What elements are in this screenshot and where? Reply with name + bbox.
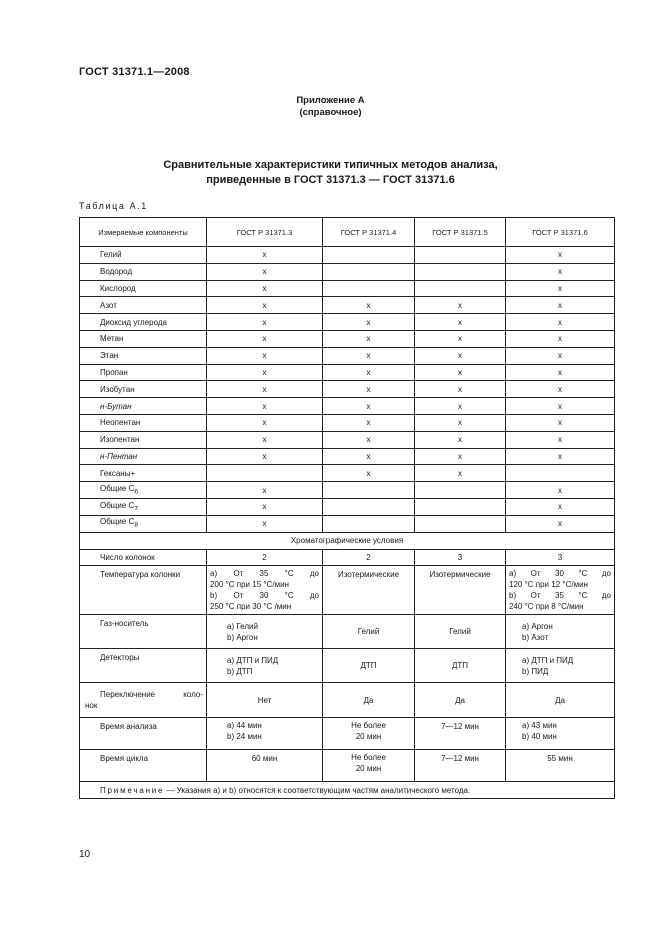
cell-line: b) 40 мин bbox=[522, 732, 557, 742]
cell: 2 bbox=[323, 549, 415, 566]
cell-line: нок bbox=[85, 701, 98, 711]
cell: x bbox=[323, 414, 415, 431]
cell bbox=[207, 718, 323, 750]
condition-label: Детекторы bbox=[80, 649, 207, 683]
cell bbox=[207, 465, 323, 482]
condition-label: Время анализа bbox=[80, 718, 207, 750]
section-row bbox=[80, 532, 615, 549]
cell: ДТП bbox=[323, 649, 415, 683]
cell-line: b) От 30 °С до bbox=[210, 591, 319, 601]
cell bbox=[323, 482, 415, 499]
cell bbox=[323, 515, 415, 532]
cell: ДТП bbox=[415, 649, 506, 683]
column-header: ГОСТ Р 31371.5 bbox=[415, 218, 506, 247]
cell-line: Не более bbox=[351, 721, 386, 731]
component-name: Этан bbox=[80, 347, 207, 364]
cell: x bbox=[506, 431, 615, 448]
cell bbox=[415, 515, 506, 532]
column-header: Измеряемые компоненты bbox=[80, 218, 207, 247]
main-title-line2: приведенные в ГОСТ 31371.3 — ГОСТ 31371.6 bbox=[206, 174, 455, 186]
table-row bbox=[80, 297, 615, 314]
cell bbox=[415, 498, 506, 515]
cell: Гелий bbox=[323, 615, 415, 649]
cell: x bbox=[506, 381, 615, 398]
cell: x bbox=[506, 263, 615, 280]
cell-line: 200 °С при 15 °С/мин bbox=[210, 580, 289, 590]
table-row bbox=[80, 347, 615, 364]
table-label: Таблица А.1 bbox=[79, 201, 148, 211]
cell: x bbox=[323, 381, 415, 398]
cell: 3 bbox=[506, 549, 615, 566]
cell-line: a) Гелий bbox=[227, 621, 258, 631]
cell: x bbox=[415, 347, 506, 364]
main-title bbox=[0, 158, 661, 188]
component-name: Водород bbox=[80, 263, 207, 280]
cell bbox=[415, 482, 506, 499]
table-row bbox=[80, 448, 615, 465]
table-row bbox=[80, 718, 615, 750]
cell: x bbox=[207, 280, 323, 297]
table-row bbox=[80, 247, 615, 264]
cell: x bbox=[506, 314, 615, 331]
condition-label: Температура колонки bbox=[80, 566, 207, 615]
cell: x bbox=[207, 398, 323, 415]
table-row bbox=[80, 414, 615, 431]
cell-line: b) Азот bbox=[522, 632, 549, 642]
table-row bbox=[80, 615, 615, 649]
cell: 7—12 мин bbox=[415, 750, 506, 782]
cell-line: b) ПИД bbox=[522, 666, 549, 676]
cell: x bbox=[415, 465, 506, 482]
component-name: Гексаны+ bbox=[80, 465, 207, 482]
table-row bbox=[80, 431, 615, 448]
cell: x bbox=[415, 398, 506, 415]
cell: x bbox=[207, 263, 323, 280]
cell bbox=[506, 465, 615, 482]
cell: x bbox=[415, 414, 506, 431]
annex-subtitle: (справочное) bbox=[299, 107, 362, 118]
main-title-line1: Сравнительные характеристики типичных методов анализа, bbox=[163, 159, 498, 171]
component-name: Метан bbox=[80, 330, 207, 347]
cell: x bbox=[207, 297, 323, 314]
table-row bbox=[80, 566, 615, 615]
component-name: Неопентан bbox=[80, 414, 207, 431]
component-name bbox=[80, 498, 207, 515]
cell bbox=[323, 718, 415, 750]
cell: x bbox=[415, 314, 506, 331]
table-row bbox=[80, 263, 615, 280]
cell: x bbox=[207, 364, 323, 381]
cell: x bbox=[207, 414, 323, 431]
component-name: Пропан bbox=[80, 364, 207, 381]
table-row bbox=[80, 515, 615, 532]
cell: x bbox=[323, 347, 415, 364]
subscript: 7 bbox=[134, 505, 139, 513]
column-header: ГОСТ Р 31371.3 bbox=[207, 218, 323, 247]
component-name-text: Общие C bbox=[100, 517, 135, 527]
cell bbox=[506, 566, 615, 615]
cell: Да bbox=[323, 683, 415, 718]
component-name-italic: н-Пентан bbox=[100, 451, 138, 461]
cell-line: a) От 30 °С до bbox=[509, 569, 611, 579]
cell-line: a) От 35 °С до bbox=[210, 569, 319, 579]
component-name bbox=[80, 482, 207, 499]
cell: Изотермические bbox=[323, 566, 415, 615]
cell: x bbox=[415, 364, 506, 381]
column-header: ГОСТ Р 31371.6 bbox=[506, 218, 615, 247]
component-name-text: Общие C bbox=[100, 500, 135, 510]
table-row bbox=[80, 498, 615, 515]
cell: 2 bbox=[207, 549, 323, 566]
cell bbox=[323, 750, 415, 782]
table-row bbox=[80, 364, 615, 381]
table-row bbox=[80, 549, 615, 566]
cell bbox=[207, 615, 323, 649]
subscript: 8 bbox=[134, 521, 139, 529]
component-name: Азот bbox=[80, 297, 207, 314]
condition-label: Число колонок bbox=[80, 549, 207, 566]
cell: Гелий bbox=[415, 615, 506, 649]
cell: x bbox=[207, 381, 323, 398]
comparison-table bbox=[79, 217, 615, 799]
cell: x bbox=[207, 482, 323, 499]
annex-heading bbox=[0, 95, 661, 119]
cell-line: 120 °С при 12 °С/мин bbox=[509, 580, 588, 590]
cell: x bbox=[323, 364, 415, 381]
cell: x bbox=[506, 498, 615, 515]
cell: x bbox=[506, 398, 615, 415]
cell: Нет bbox=[207, 683, 323, 718]
table-row bbox=[80, 465, 615, 482]
table-row bbox=[80, 398, 615, 415]
cell-line: b) Аргон bbox=[227, 632, 258, 642]
component-name: Диоксид углерода bbox=[80, 314, 207, 331]
cell: x bbox=[415, 381, 506, 398]
cell: x bbox=[207, 247, 323, 264]
page-number: 10 bbox=[79, 849, 91, 860]
cell-line: 20 мин bbox=[355, 732, 382, 742]
component-name: Изобутан bbox=[80, 381, 207, 398]
cell-line: b) От 35 °С до bbox=[509, 591, 611, 601]
cell-line: Переключение коло- bbox=[100, 690, 203, 700]
component-name: Кислород bbox=[80, 280, 207, 297]
cell-line: a) 44 мин bbox=[227, 721, 262, 731]
cell-line: b) ДТП bbox=[227, 666, 253, 676]
cell: x bbox=[506, 482, 615, 499]
table-row bbox=[80, 381, 615, 398]
cell: x bbox=[323, 297, 415, 314]
cell bbox=[323, 498, 415, 515]
subscript: 6 bbox=[134, 488, 139, 496]
cell bbox=[506, 615, 615, 649]
table-header-row bbox=[80, 218, 615, 247]
column-header: ГОСТ Р 31371.4 bbox=[323, 218, 415, 247]
cell bbox=[415, 247, 506, 264]
condition-label: Газ-носитель bbox=[80, 615, 207, 649]
cell: x bbox=[415, 297, 506, 314]
cell bbox=[506, 649, 615, 683]
component-name-italic: н-Бутан bbox=[100, 401, 132, 411]
cell: x bbox=[207, 347, 323, 364]
cell: Да bbox=[506, 683, 615, 718]
cell: x bbox=[207, 515, 323, 532]
cell bbox=[323, 247, 415, 264]
component-name bbox=[80, 515, 207, 532]
note-text: — Указания a) и b) относятся к соответствующим частям аналитического метода. bbox=[164, 785, 471, 795]
table-row bbox=[80, 314, 615, 331]
component-name-text: Общие C bbox=[100, 483, 135, 493]
cell bbox=[506, 718, 615, 750]
cell: x bbox=[323, 448, 415, 465]
cell: x bbox=[506, 448, 615, 465]
cell bbox=[323, 263, 415, 280]
cell: x bbox=[415, 431, 506, 448]
table-row bbox=[80, 683, 615, 718]
cell: x bbox=[506, 515, 615, 532]
section-title: Хроматографические условия bbox=[80, 532, 615, 549]
cell: x bbox=[506, 347, 615, 364]
cell bbox=[207, 649, 323, 683]
document-code: ГОСТ 31371.1—2008 bbox=[79, 66, 190, 78]
cell-line: 250 °С при 30 °С /мин bbox=[210, 602, 292, 612]
cell: x bbox=[323, 431, 415, 448]
cell-line: b) 24 мин bbox=[227, 732, 262, 742]
cell-line: a) Аргон bbox=[522, 621, 553, 631]
cell: Изотермические bbox=[415, 566, 506, 615]
cell-line: 240 °С при 8 °С/мин bbox=[509, 602, 584, 612]
table-row bbox=[80, 649, 615, 683]
cell bbox=[415, 263, 506, 280]
cell: Да bbox=[415, 683, 506, 718]
table-row bbox=[80, 482, 615, 499]
component-name bbox=[80, 448, 207, 465]
condition-label bbox=[80, 683, 207, 718]
cell: x bbox=[207, 431, 323, 448]
cell-line: a) ДТП и ПИД bbox=[522, 655, 574, 665]
cell: x bbox=[323, 398, 415, 415]
cell: x bbox=[323, 465, 415, 482]
cell: 55 мин bbox=[506, 750, 615, 782]
cell: x bbox=[415, 448, 506, 465]
cell: x bbox=[323, 314, 415, 331]
cell: x bbox=[207, 314, 323, 331]
component-name: Гелий bbox=[80, 247, 207, 264]
table-row bbox=[80, 280, 615, 297]
cell: x bbox=[506, 280, 615, 297]
cell: x bbox=[207, 498, 323, 515]
note-prefix: Примечание bbox=[100, 785, 165, 795]
note-row bbox=[80, 782, 615, 799]
table-row bbox=[80, 330, 615, 347]
table-note bbox=[80, 782, 615, 799]
cell bbox=[323, 280, 415, 297]
cell bbox=[207, 566, 323, 615]
cell-line: a) 43 мин bbox=[522, 721, 557, 731]
cell: x bbox=[506, 297, 615, 314]
cell: x bbox=[207, 330, 323, 347]
cell: x bbox=[207, 448, 323, 465]
cell: x bbox=[415, 330, 506, 347]
component-name: Изопентан bbox=[80, 431, 207, 448]
cell-line: a) ДТП и ПИД bbox=[227, 655, 279, 665]
condition-label: Время цикла bbox=[80, 750, 207, 782]
cell: x bbox=[506, 414, 615, 431]
component-name bbox=[80, 398, 207, 415]
cell-line: Не более bbox=[351, 753, 386, 763]
cell: 3 bbox=[415, 549, 506, 566]
cell-line: 20 мин bbox=[355, 764, 382, 774]
cell: x bbox=[506, 364, 615, 381]
cell: 60 мин bbox=[207, 750, 323, 782]
cell: x bbox=[506, 330, 615, 347]
cell: 7—12 мин bbox=[415, 718, 506, 750]
cell bbox=[415, 280, 506, 297]
annex-title: Приложение А bbox=[296, 95, 365, 106]
table-row bbox=[80, 750, 615, 782]
cell: x bbox=[323, 330, 415, 347]
cell: x bbox=[506, 247, 615, 264]
